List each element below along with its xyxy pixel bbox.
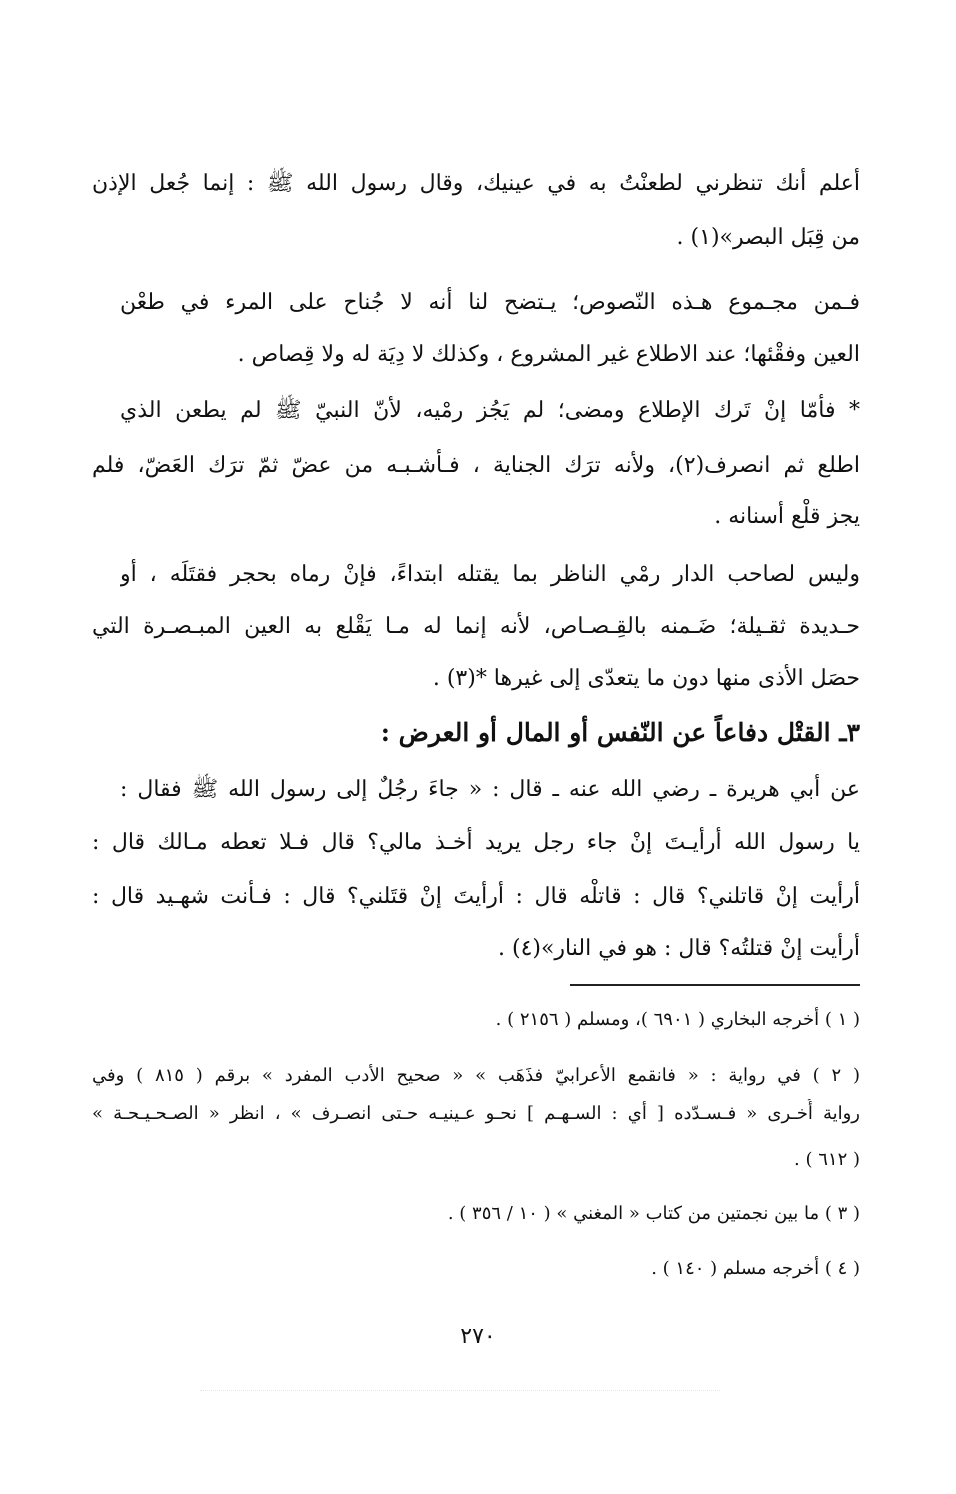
footnote-4: ( ٤ ) أخرجه مسلم ( ١٤٠ ) .: [651, 1258, 860, 1279]
scan-artifact: [200, 1390, 720, 1393]
footnote-separator: [570, 984, 860, 986]
text-line: أرأيت إنْ قاتلني؟ قال : قاتلْه قال : أرأيتَ إنْ قتَلني؟ قال : فـأنت شهـيد قال :: [92, 884, 860, 909]
text-line: فـمن مجـموع هـذه النّصوص؛ يـتضح لنا أنه لا جُناح على المرء في طعْن: [120, 290, 860, 315]
footnote-1: ( ١ ) أخرجه البخاري ( ٦٩٠١ )، ومسلم ( ٢١٥٦ ) .: [495, 1009, 860, 1030]
text-line: يا رسول الله أرأيـتَ إنْ جاء رجل يريد أخـذ مالي؟ قال فـلا تعطه مـالك قال :: [92, 830, 860, 855]
text-line: العين وفقْئها؛ عند الاطلاع غير المشروع ، وكذلك لا دِيَة له ولا قِصاص .: [237, 342, 860, 367]
footnote-2: ( ٢ ) في رواية : « فانقمع الأعرابيّ فذَهَب » « صحيح الأدب المفرد » برقم ( ٨١٥ ) وفي: [92, 1065, 860, 1086]
text-line: * فأمّا إنْ تَرك الإطلاع ومضى؛ لم يَجُز رمْيه، لأنّ النبيّ ﷺ لم يطعن الذي: [120, 398, 860, 423]
footnote-2-line: ( ٦١٢ ) .: [794, 1149, 860, 1170]
text-line: أرأيت إنْ قتلتُه؟ قال : هو في النار»(٤) .: [497, 936, 860, 961]
text-line: من قِبَل البصر»(١) .: [676, 225, 860, 250]
footnote-3: ( ٣ ) ما بين نجمتين من كتاب « المغني » ( ١٠ / ٣٥٦ ) .: [447, 1203, 860, 1224]
text-line: أعلم أنك تنظرني لطعنْتُ به في عينيك، وقال رسول الله ﷺ : إنما جُعل الإذن: [92, 171, 860, 196]
footnote-2-line: رواية أُخـرى « فـسـدّده [ أي : السـهـم ] نحـو عـينيـه حـتى انصـرف » ، انظر « الصـحـيـحـة »: [92, 1103, 860, 1124]
text-line: حـديدة ثقـيلة؛ ضَـمنه بالقِـصـاص، لأنه إنما له مـا يَقْلع به العين المبـصـرة التي: [92, 614, 860, 639]
text-line: يجز قلْع أسنانه .: [714, 504, 860, 529]
text-line: وليس لصاحب الدار رمْي الناظر بما يقتله ابتداءً، فإنْ رماه بحجر فقتَلَه ، أو: [120, 562, 860, 587]
section-heading: ٣ـ القتْل دفاعاً عن النّفس أو المال أو العرض :: [380, 718, 860, 747]
text-line: عن أبي هريرة ـ رضي الله عنه ـ قال : « جاءَ رجُلٌ إلى رسول الله ﷺ فقال :: [120, 777, 860, 802]
page-number: ٢٧٠: [460, 1324, 496, 1349]
text-line: حصَل الأذى منها دون ما يتعدّى إلى غيرها *(٣) .: [432, 666, 860, 691]
text-line: اطلع ثم انصرف(٢)، ولأنه ترَك الجناية ، فـأشـبـه من عضّ ثمّ ترَك العَضّ، فلم: [92, 453, 860, 478]
